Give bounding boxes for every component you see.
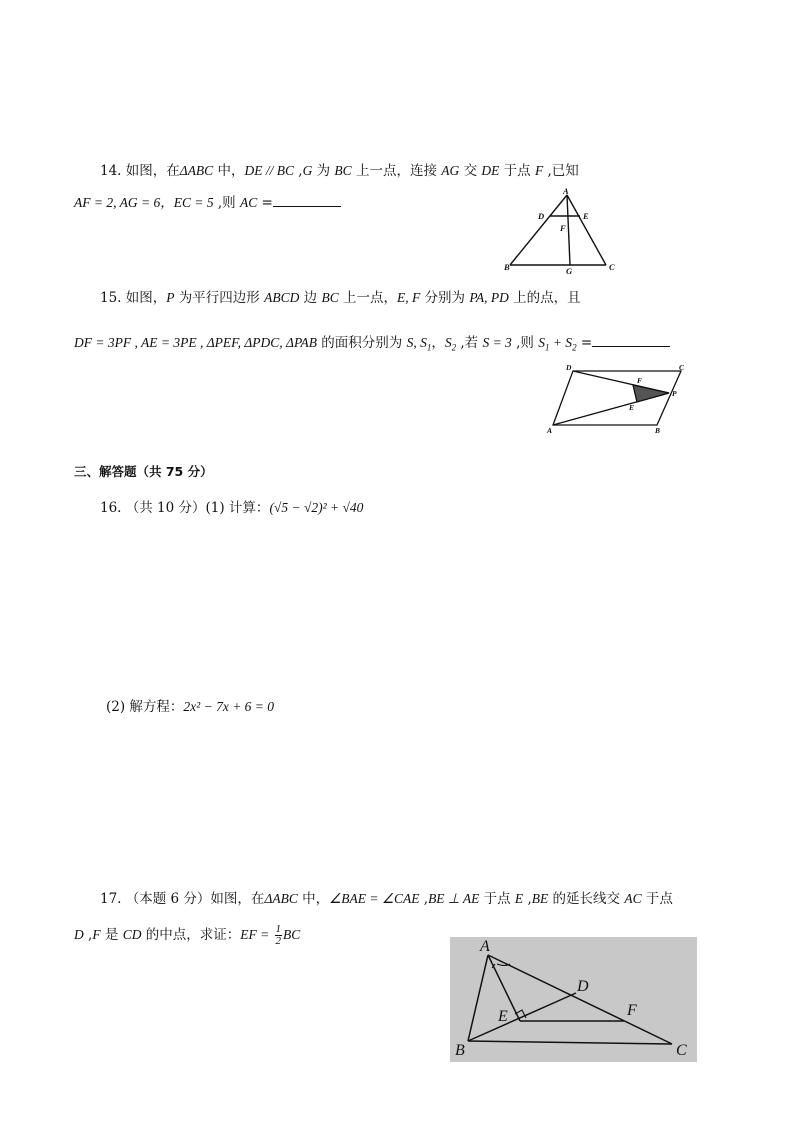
q17-angle-condition: ∠BAE = ∠CAE [329, 891, 420, 906]
q14-text: 为 [312, 163, 335, 179]
q15-label-f: F [637, 376, 643, 385]
q15-label-d: D [566, 363, 572, 372]
q15-label-e: E [629, 403, 635, 412]
q16-part2 [106, 698, 274, 716]
q15-text: 上的点，且 [508, 290, 581, 306]
q15-areas: S, S [406, 335, 427, 350]
q15-number: 15. 如图， [100, 290, 167, 306]
q14-text: 交 [459, 163, 482, 179]
q14-label-f: F [560, 223, 566, 233]
q15-point-p: P [166, 290, 175, 305]
q15-text: ,则 [511, 335, 539, 351]
q14-point-f: F [534, 163, 544, 178]
q17-text: 中， [297, 891, 330, 907]
q14-text: 中， [213, 163, 245, 179]
q15-line1 [100, 289, 581, 307]
q14-label-g: G [566, 266, 573, 276]
q15-sub: 1 [544, 342, 550, 353]
q17-text: 于点 [479, 891, 515, 907]
q16-equation: 2x² − 7x + 6 = 0 [183, 699, 275, 714]
q15-sub: 2 [572, 342, 577, 353]
q17-point-d: D [74, 927, 84, 942]
q14-figure [500, 185, 625, 277]
q14-label-b: B [504, 262, 510, 272]
q17-triangle: ΔABC [264, 891, 298, 906]
q15-answer-blank[interactable] [592, 332, 670, 347]
q14-triangle: ΔABC [179, 163, 214, 178]
q14-text: 于点 [499, 163, 535, 179]
q16-expression: (√5 − √2)² + √40 [269, 500, 364, 515]
q15-segments-pa-pd: PA, PD [469, 290, 509, 305]
q15-text: ,若 [456, 335, 483, 351]
q17-conclusion: EF = [240, 927, 270, 942]
q14-number: 14. 如图，在 [100, 163, 180, 179]
q17-fraction [275, 924, 283, 947]
q14-parallel: DE // BC [244, 163, 294, 178]
q17-text: 于点 [641, 891, 673, 907]
q15-figure [545, 362, 695, 436]
q14-text: 上一点，连接 [351, 163, 442, 179]
q16-part2-label: (2) 解方程： [106, 699, 184, 715]
q17-label-f: F [627, 1002, 637, 1019]
q15-text: 上一点， [338, 290, 398, 306]
q17-segment-ac: AC [624, 891, 642, 906]
q15-s-value: S = 3 [482, 335, 512, 350]
q15-parallelogram: ABCD [264, 290, 300, 305]
q17-perpendicular: BE ⊥ AE [428, 891, 480, 906]
q14-label-d: D [538, 211, 545, 221]
q17-text: 的延长线交 [548, 891, 625, 907]
q14-side-ac [567, 195, 606, 265]
q15-points-ef: E, F [397, 290, 421, 305]
q15-parallelogram-shape [553, 371, 681, 425]
q14-line2 [74, 192, 341, 212]
q17-label-d: D [577, 978, 589, 995]
q14-answer-blank[interactable] [273, 192, 341, 207]
q15-sub: 2 [451, 342, 457, 353]
q16-part1 [100, 499, 363, 517]
q14-segment-ac: AC [239, 195, 258, 210]
q17-point-f: F [92, 927, 101, 942]
q15-text: ， [431, 335, 445, 351]
q15-area-s2: S [444, 335, 452, 350]
q17-frac-num: 1 [275, 923, 282, 935]
q14-label-e: E [583, 211, 589, 221]
q14-point-g: G [302, 163, 313, 178]
q17-label-a: A [480, 938, 490, 955]
q14-text: ,则 [213, 195, 240, 211]
q15-line2 [74, 332, 670, 357]
q17-label-c: C [676, 1042, 687, 1059]
q14-side-ab [510, 195, 567, 265]
q17-text: 是 [100, 927, 123, 943]
q14-text: ,已知 [543, 163, 579, 179]
q17-frac-den: 2 [275, 935, 282, 947]
q17-text: , [83, 927, 93, 943]
q15-given: DF = 3PF , AE = 3PE , ΔPEF, ΔPDC, ΔPAB [74, 335, 317, 350]
q14-label-c: C [609, 262, 615, 272]
q15-segment-bc: BC [321, 290, 339, 305]
q14-text: = [257, 195, 273, 211]
q17-figure [450, 937, 697, 1062]
q15-text: = [576, 335, 593, 351]
q15-triangle-pef [633, 385, 669, 402]
q15-sum: S [538, 335, 545, 350]
q14-text: , [293, 163, 303, 179]
q15-text: 为平行四边形 [174, 290, 265, 306]
q17-text: , [523, 891, 532, 907]
q15-text: 的面积分别为 [316, 335, 407, 351]
q17-segment-bc: BC [283, 927, 301, 942]
q14-segment-ag-line [567, 195, 570, 265]
q14-label-a: A [563, 186, 569, 196]
q16-number: 16. （共 10 分）(1) 计算： [100, 500, 270, 516]
q17-label-b: B [455, 1042, 465, 1059]
q14-segment-bc: BC [334, 163, 352, 178]
q15-sum: + S [549, 335, 573, 350]
q17-label-e: E [498, 1008, 508, 1025]
q15-text: 边 [299, 290, 322, 306]
q15-label-c: C [679, 363, 685, 372]
q17-line1 [100, 890, 673, 908]
q14-given: AF = 2, AG = 6，EC = 5 [74, 195, 214, 210]
q14-line1 [100, 162, 579, 180]
q17-text: , [419, 891, 429, 907]
q15-label-p: P [672, 389, 677, 398]
q15-label-b: B [655, 426, 661, 435]
q15-sub: 1 [426, 342, 432, 353]
q15-label-a: A [547, 426, 553, 435]
q17-point-e: E [514, 891, 524, 906]
q14-segment-de: DE [481, 163, 500, 178]
q15-text: 分别为 [420, 290, 470, 306]
q17-line2 [74, 922, 300, 948]
q17-number: 17. （本题 6 分）如图，在 [100, 891, 265, 907]
section-title: 三、解答题（共 75 分） [74, 464, 213, 479]
q14-segment-ag: AG [441, 163, 460, 178]
q17-segment-be: BE [531, 891, 549, 906]
q17-text: 的中点，求证： [141, 927, 241, 943]
q17-segment-cd: CD [122, 927, 142, 942]
